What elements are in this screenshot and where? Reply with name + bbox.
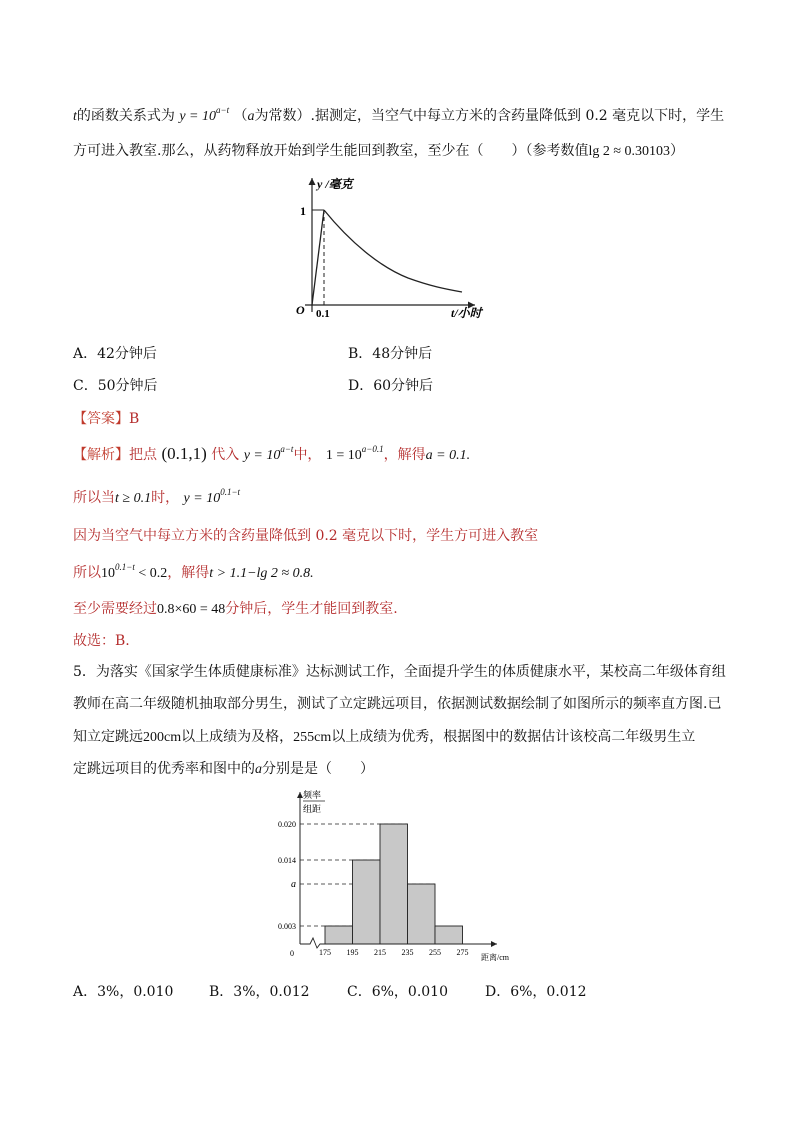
analysis-line5: 至少需要经过0.8×60 = 48分钟后，学生才能回到教室. [73, 601, 398, 617]
histogram-x-tick-label: 275 [456, 948, 469, 957]
histogram-x-tick-label: 175 [319, 948, 331, 957]
x-axis-label: t/小时 [451, 306, 482, 320]
histogram-y-tick-label: a [291, 879, 296, 890]
q4-stem-line2: 方可进入教室.那么，从药物释放开始到学生能回到教室，至少在（ ）（参考数值lg 2 ≈ 0.30103） [73, 143, 685, 159]
q4-function-graph [290, 172, 490, 322]
q5-option-a[interactable]: A．3%，0.010 [73, 984, 174, 1000]
q4-option-b[interactable]: B．48分钟后 [348, 346, 433, 362]
q4-option-a[interactable]: A．42分钟后 [73, 346, 157, 362]
y-axis-label: y /毫克 [317, 177, 353, 191]
histogram-bar [353, 860, 381, 944]
hist-ylabel-bottom: 组距 [303, 804, 322, 814]
answer-value: B [129, 411, 140, 427]
histogram-x-tick-label: 215 [374, 948, 386, 957]
q4-option-d[interactable]: D．60分钟后 [348, 378, 434, 394]
analysis-line6: 故选：B. [73, 633, 130, 649]
axis-break-mark [300, 938, 325, 948]
histogram-x-tick-label: 195 [346, 948, 359, 957]
q5-line1: 5．为落实《国家学生体质健康标准》达标测试工作，全面提升学生的体质健康水平，某校高二年级体育组 [73, 664, 726, 680]
analysis-line3: 因为当空气中每立方米的含药量降低到 0.2 毫克以下时，学生方可进入教室 [73, 528, 539, 544]
decay-curve [324, 210, 462, 292]
q5-line3: 知立定跳远200cm以上成绩为及格，255cm以上成绩为优秀，根据图中的数据估计该校高二年级男生立 [73, 729, 696, 745]
analysis-tag: 【解析】 [73, 447, 129, 463]
origin-label: O [296, 303, 305, 317]
hist-ylabel-top: 频率 [303, 790, 322, 800]
histogram-x-tick-label: 235 [401, 948, 414, 957]
histogram-bar [325, 926, 353, 944]
histogram-bar [380, 824, 408, 944]
histogram-x-tick-label: 255 [429, 948, 441, 957]
q5-option-d[interactable]: D．6%，0.012 [485, 984, 587, 1000]
analysis-line2: 所以当t ≥ 0.1时， $y = 10^{0.1-t}$ [73, 487, 241, 506]
histogram-y-tick-label: 0.014 [278, 856, 296, 865]
frequency-histogram [265, 786, 530, 966]
histogram-bar [408, 884, 436, 944]
q5-option-c[interactable]: C．6%，0.010 [347, 984, 449, 1000]
histogram-bar [435, 926, 463, 944]
analysis-line1: 【解析】把点 (0.1,1) 代入 $y = 10^{a-t}$中， $1 = 10^{a-0.1}$，解得a = 0.1. [73, 444, 471, 463]
hist-origin: 0 [290, 949, 294, 958]
rise-segment [312, 210, 324, 305]
hist-xlabel: 距离/cm [481, 953, 509, 962]
q5-option-b[interactable]: B．3%，0.012 [209, 984, 310, 1000]
q4-option-c[interactable]: C．50分钟后 [73, 378, 158, 394]
analysis-line4: 所以$10^{0.1-t} < 0.2$，解得t > 1.1−lg 2 ≈ 0.8. [73, 562, 314, 581]
histogram-y-tick-label: 0.020 [278, 820, 296, 829]
y-tick-label: 1 [300, 204, 306, 218]
answer-tag: 【答案】 [73, 411, 129, 427]
q4-stem-line1: t的函数关系式为 $y = 10^{a-t}$ （a为常数）.据测定，当空气中每立方米的含药量降低到 0.2 毫克以下时，学生 [73, 105, 725, 124]
answer-line [73, 409, 139, 429]
q5-line4: 定跳远项目的优秀率和图中的a分别是是（ ） [73, 761, 374, 777]
x-tick-label: 0.1 [316, 308, 330, 320]
q5-line2: 教师在高二年级随机抽取部分男生，测试了立定跳远项目，依据测试数据绘制了如图所示的频率直方图.已 [73, 696, 722, 712]
histogram-y-tick-label: 0.003 [278, 922, 296, 931]
